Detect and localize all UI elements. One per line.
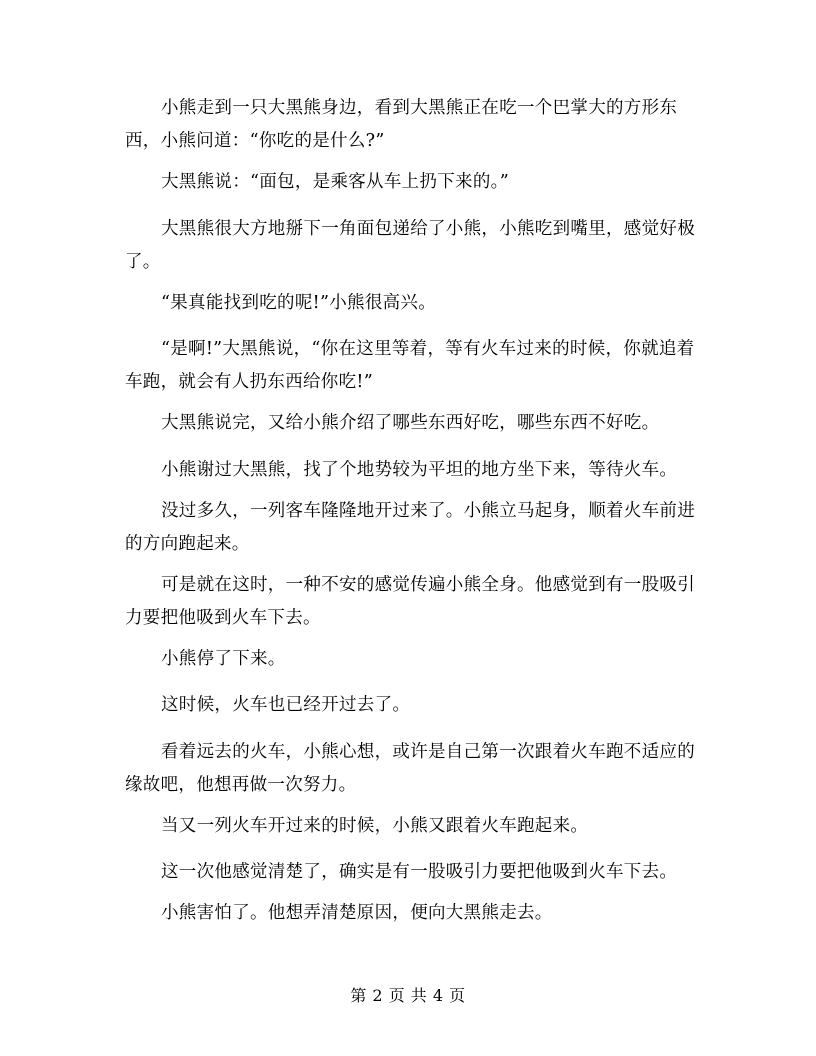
story-body [125,92,695,944]
paragraph-1: 小熊走到一只大黑熊身边，看到大黑熊正在吃一个巴掌大的方形东西，小熊问道：“你吃的是什么?” [125,98,678,151]
paragraph-7: 小熊谢过大黑熊，找了个地势较为平坦的地方坐下来，等待火车。 [161,459,678,480]
paragraph-13: 当又一列火车开过来的时候，小熊又跟着火车跑起来。 [161,815,589,836]
paragraph-2: 大黑熊说：“面包，是乘客从车上扔下来的。” [161,172,509,192]
paragraph-4: “果真能找到吃的呢!”小熊很高兴。 [161,292,437,313]
paragraph-6: 大黑熊说完，又给小熊介绍了哪些东西好吃，哪些东西不好吃。 [161,413,660,433]
page-number-footer: 第 2 页 共 4 页 [350,986,466,1005]
paragraph-5: “是啊!”大黑熊说，“你在这里等着，等有火车过来的时候，你就追着车跑，就会有人扔东西给你吃!” [125,339,695,392]
paragraph-11: 这时候，火车也已经开过去了。 [161,695,411,715]
paragraph-12: 看着远去的火车，小熊心想，或许是自己第一次跟着火车跑不适应的缘故吧，他想再做一次努力。 [125,741,695,795]
paragraph-10: 小熊停了下来。 [161,648,286,669]
paragraph-14: 这一次他感觉清楚了，确实是有一股吸引力要把他吸到火车下去。 [161,862,678,882]
paragraph-15: 小熊害怕了。他想弄清楚原因，便向大黑熊走去。 [161,903,553,923]
paragraph-9: 可是就在这时，一种不安的感觉传遍小熊全身。他感觉到有一股吸引力要把他吸到火车下去。 [125,574,695,628]
paragraph-3: 大黑熊很大方地掰下一角面包递给了小熊，小熊吃到嘴里，感觉好极了。 [125,218,695,272]
paragraph-8: 没过多久，一列客车隆隆地开过来了。小熊立马起身，顺着火车前进的方向跑起来。 [125,500,695,554]
